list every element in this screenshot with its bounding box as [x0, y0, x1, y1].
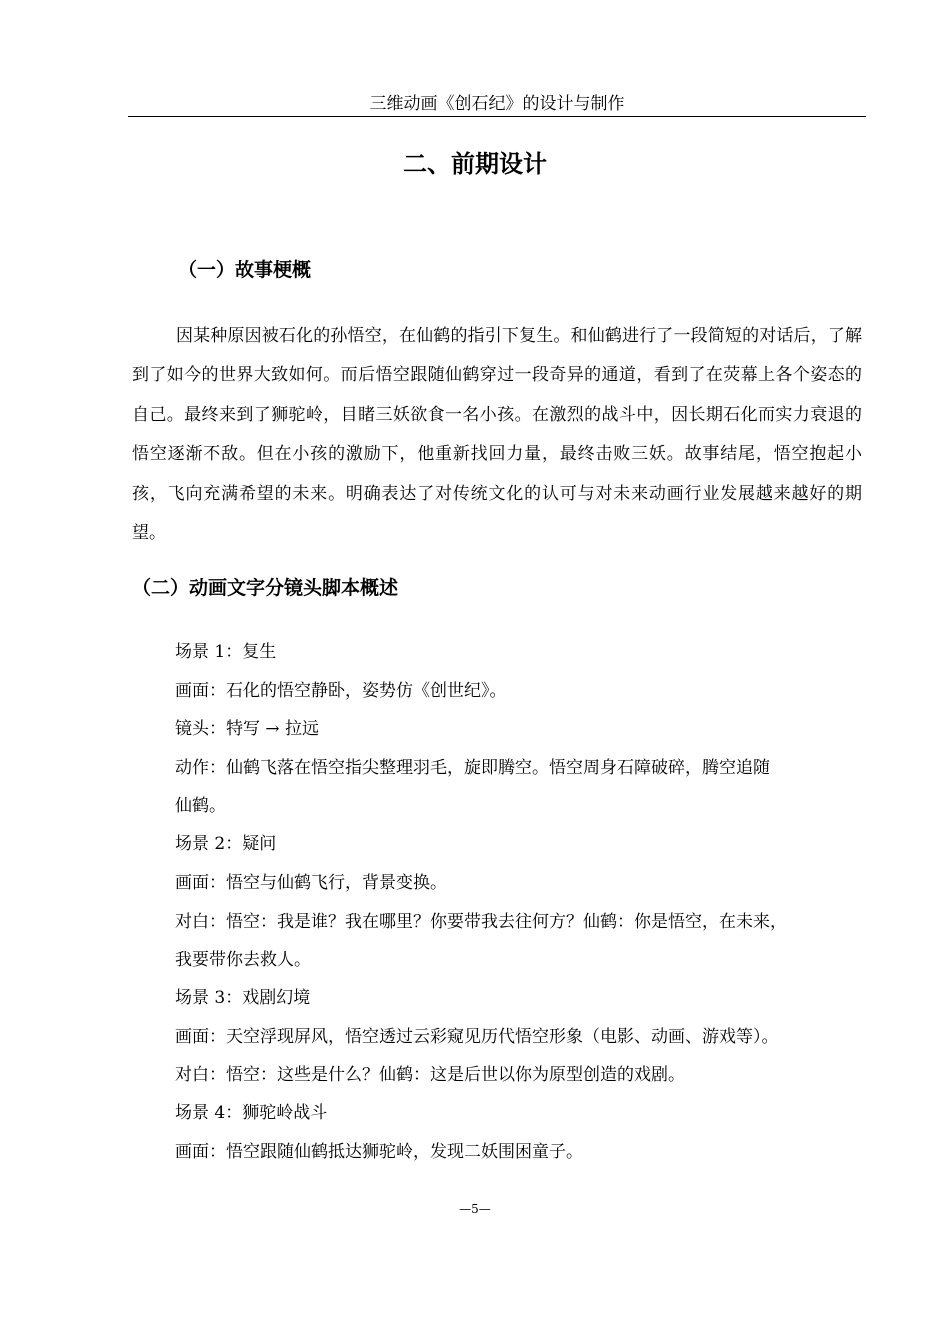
script-line: 画面：悟空与仙鹤飞行，背景变换。 [175, 873, 447, 893]
page-number: —5— [459, 1202, 491, 1216]
script-line: 对白：悟空：这些是什么？仙鹤：这是后世以你为原型创造的戏剧。 [175, 1065, 685, 1085]
script-line: 场景 1：复生 [175, 642, 277, 662]
script-line: 画面：天空浮现屏风，悟空透过云彩窥见历代悟空形象（电影、动画、游戏等）。 [175, 1027, 779, 1047]
script-line: 仙鹤。 [175, 796, 226, 816]
script-line: 场景 2：疑问 [175, 834, 277, 854]
script-line: 场景 3：戏剧幻境 [175, 988, 311, 1008]
story-synopsis-paragraph: 因某种原因被石化的孙悟空，在仙鹤的指引下复生。和仙鹤进行了一段简短的对话后，了解到了如今的世界大致如何。而后悟空跟随仙鹤穿过一段奇异的通道，看到了在荧幕上各个姿态的自己。最终来到了狮驼岭，目睹三妖欲食一名小孩。在激烈的战斗中，因长期石化而实力衰退的悟空逐渐不敌。但在小孩的激励下，他重新找回力量，最终击败三妖。故事结尾，悟空抱起小孩，飞向充满希望的未来。明确表达了对传统文化的认可与对未来动画行业发展越来越好的期望。 [132, 326, 862, 544]
running-header: 三维动画《创石纪》的设计与制作 [369, 94, 625, 114]
script-line: 动作：仙鹤飞落在悟空指尖整理羽毛，旋即腾空。悟空周身石障破碎，腾空追随 [175, 758, 770, 778]
chapter-title: 二、前期设计 [403, 150, 547, 178]
script-line: 镜头：特写 → 拉远 [175, 719, 320, 739]
script-line: 对白：悟空：我是谁？我在哪里？你要带我去往何方？仙鹤：你是悟空，在未来， [175, 912, 787, 932]
script-line: 场景 4：狮驼岭战斗 [175, 1103, 328, 1123]
script-line: 我要带你去救人。 [175, 950, 311, 970]
script-line: 画面：石化的悟空静卧，姿势仿《创世纪》。 [175, 681, 507, 701]
script-line: 画面：悟空跟随仙鹤抵达狮驼岭，发现二妖围困童子。 [175, 1142, 583, 1162]
section-heading-story-synopsis: （一）故事梗概 [178, 259, 312, 281]
header-divider [128, 116, 866, 117]
section-heading-storyboard-script: （二）动画文字分镜头脚本概述 [132, 577, 399, 599]
